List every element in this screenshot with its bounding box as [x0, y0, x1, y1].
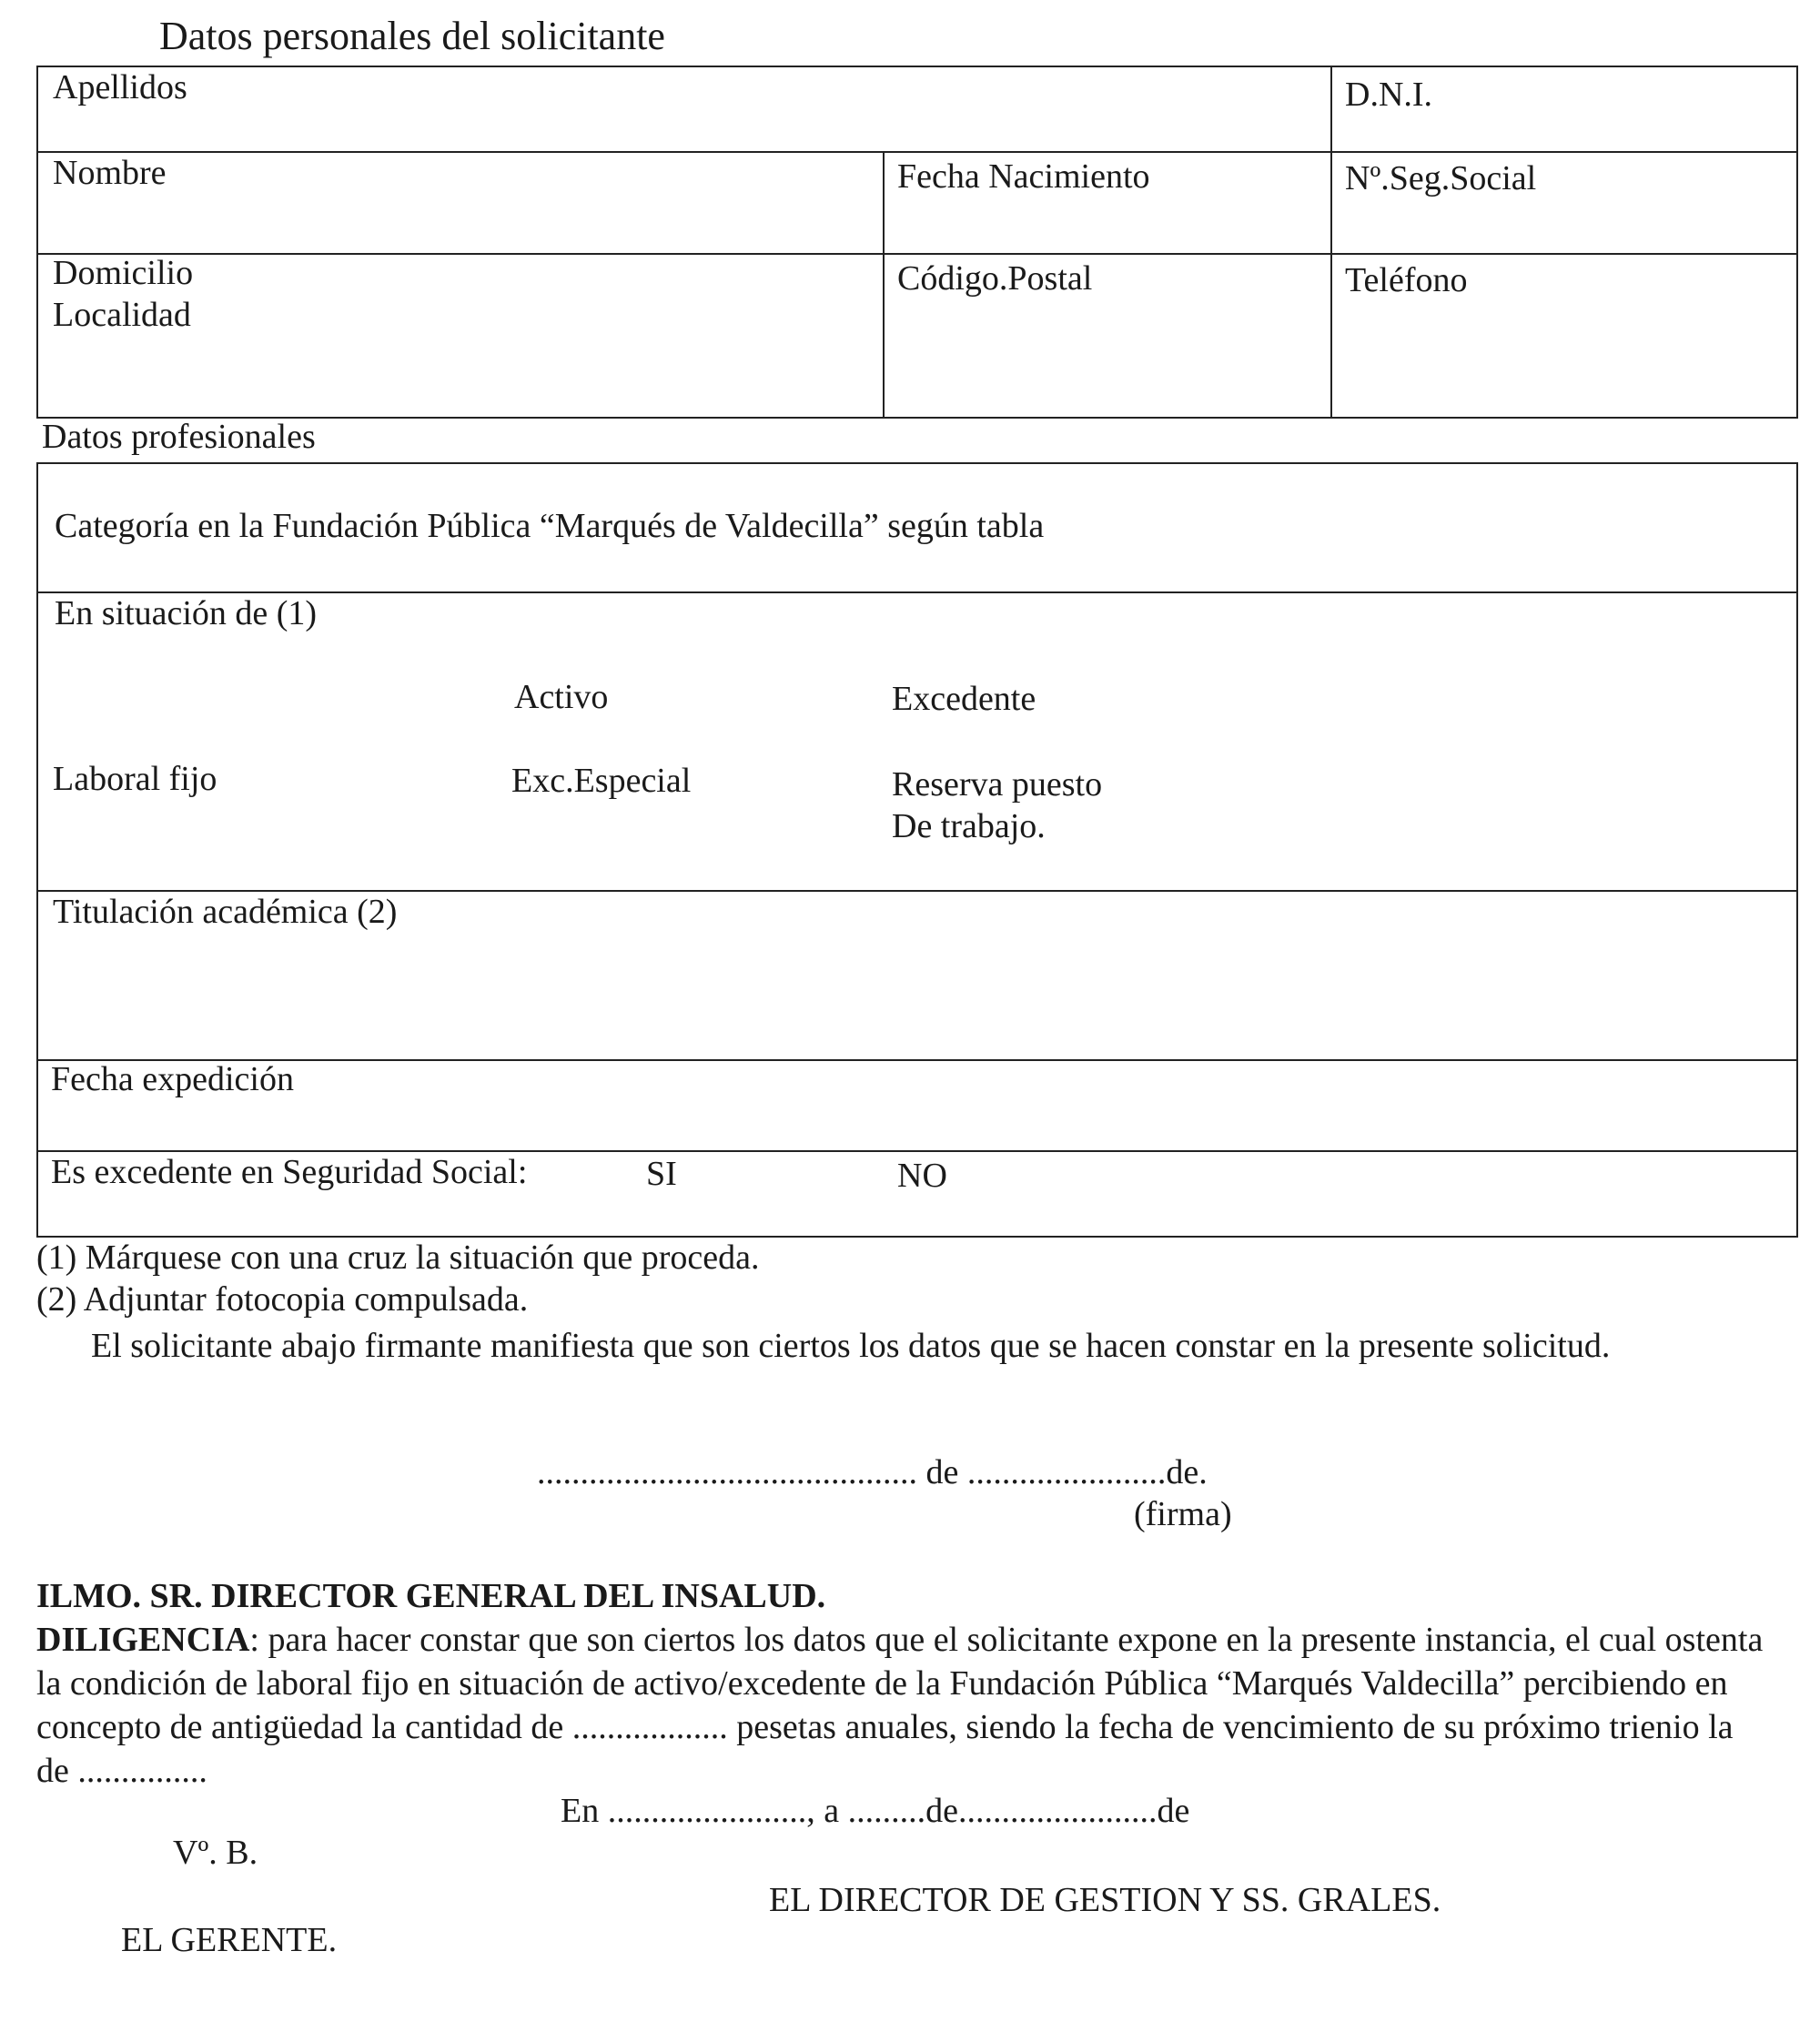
phone-field-label: Teléfono	[1345, 261, 1468, 299]
signature-caption: (firma)	[1134, 1495, 1232, 1533]
diligencia-paragraph	[36, 1618, 1765, 1793]
birth-date-field-label: Fecha Nacimiento	[897, 157, 1150, 196]
diligencia-text: : para hacer constar que son ciertos los datos que el solicitante expone en la presente instancia, el cual ostenta la condición de laboral fijo en situación de activo/excedente de la Fundación Pública “Marqués Valdecilla” percibiendo en concepto de antigüedad la cantidad de .................. pesetas anuales, siendo la fecha de vencimiento de su próximo trienio la de ...............	[36, 1621, 1764, 1790]
option-reserva-puesto-line2: De trabajo.	[892, 807, 1046, 845]
footnote-2: (2) Adjuntar fotocopia compulsada.	[36, 1280, 529, 1319]
option-no: NO	[897, 1157, 947, 1195]
option-excedente: Excedente	[892, 680, 1036, 718]
professional-data-table	[36, 462, 1798, 1238]
table-divider	[36, 151, 1798, 153]
table-divider	[1330, 66, 1332, 419]
signature-date-line: ............................................ de .......................de.	[537, 1453, 1208, 1491]
table-divider	[883, 151, 885, 419]
table-divider	[36, 1059, 1798, 1061]
personal-data-heading: Datos personales del solicitante	[159, 14, 665, 58]
place-date-line: En ......................., a .........de.......................de	[561, 1792, 1190, 1830]
option-laboral-fijo: Laboral fijo	[53, 760, 217, 798]
table-divider	[36, 253, 1798, 255]
ss-excedente-question: Es excedente en Seguridad Social:	[51, 1153, 528, 1191]
surname-field-label: Apellidos	[53, 68, 187, 106]
postal-code-field-label: Código.Postal	[897, 259, 1093, 298]
diligencia-label: DILIGENCIA	[36, 1621, 250, 1659]
degree-field-label: Titulación académica (2)	[53, 893, 398, 931]
option-exc-especial: Exc.Especial	[511, 762, 692, 800]
social-security-field-label: Nº.Seg.Social	[1345, 159, 1537, 197]
footnote-1: (1) Márquese con una cruz la situación que proceda.	[36, 1238, 760, 1277]
professional-data-heading: Datos profesionales	[42, 418, 316, 456]
addressee-line: ILMO. SR. DIRECTOR GENERAL DEL INSALUD.	[36, 1577, 826, 1615]
option-activo: Activo	[514, 678, 609, 716]
personal-data-table	[36, 66, 1798, 419]
applicant-statement: El solicitante abajo firmante manifiesta que son ciertos los datos que se hacen constar en la presente solicitud.	[91, 1327, 1611, 1365]
director-signature-label: EL DIRECTOR DE GESTION Y SS. GRALES.	[769, 1881, 1441, 1919]
dni-field-label: D.N.I.	[1345, 76, 1433, 114]
category-field-label: Categoría en la Fundación Pública “Marqués de Valdecilla” según tabla	[55, 507, 1045, 545]
issue-date-field-label: Fecha expedición	[51, 1060, 294, 1098]
visto-bueno: Vº. B.	[173, 1834, 258, 1872]
manager-signature-label: EL GERENTE.	[121, 1921, 338, 1959]
locality-field-label: Localidad	[53, 296, 191, 334]
option-si: SI	[646, 1155, 677, 1193]
address-field-label: Domicilio	[53, 254, 194, 292]
option-reserva-puesto-line1: Reserva puesto	[892, 765, 1103, 804]
situation-field-label: En situación de (1)	[55, 594, 318, 632]
name-field-label: Nombre	[53, 154, 167, 192]
